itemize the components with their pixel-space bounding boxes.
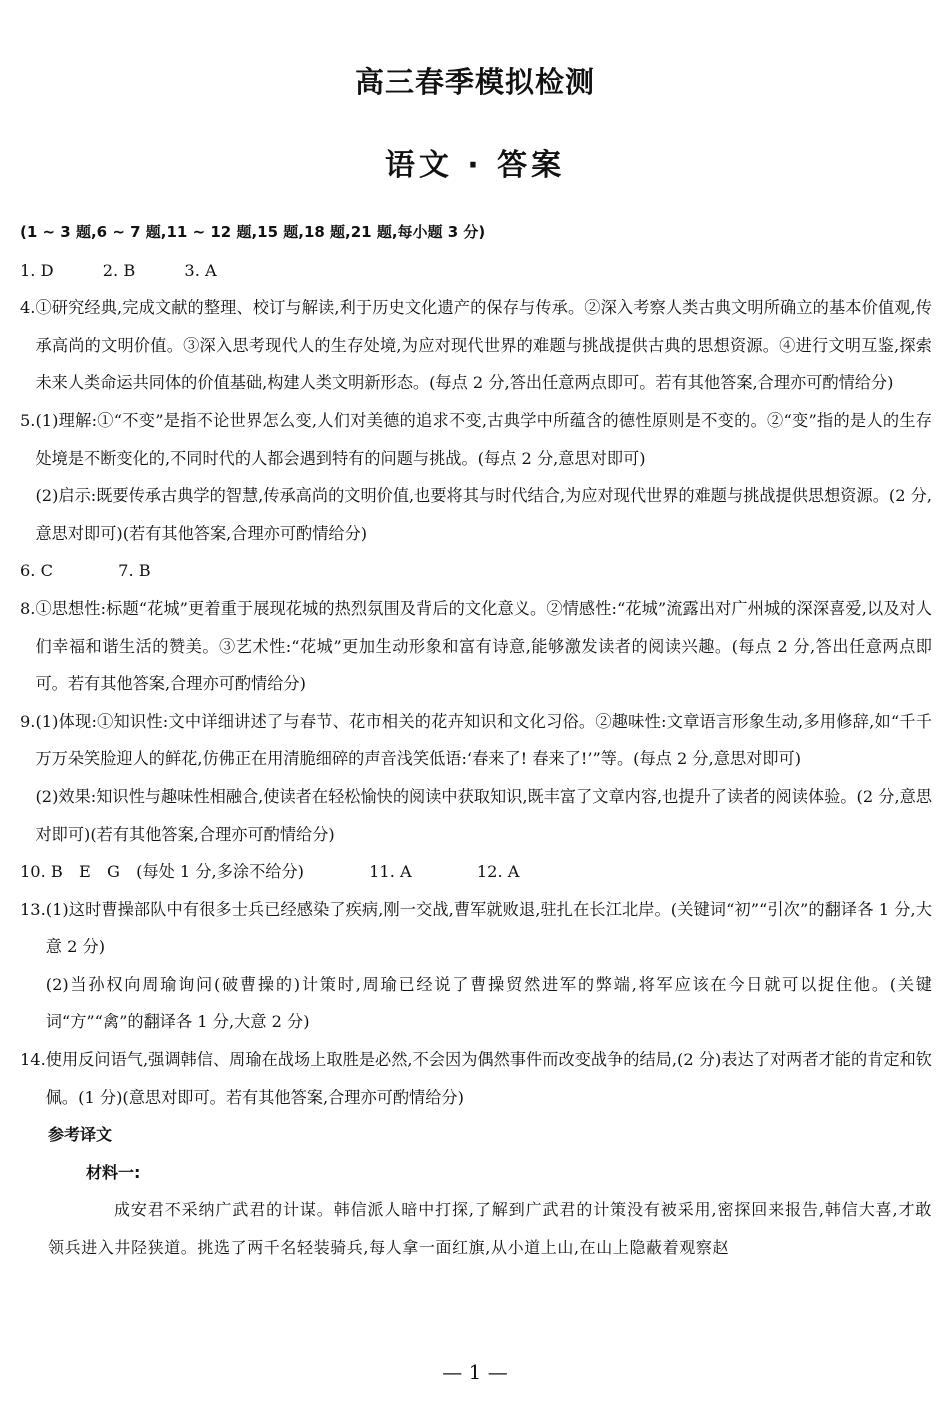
question-answer-text: ①思想性:标题“花城”更着重于展现花城的热烈氛围及背后的文化意义。②情感性:“花城”流露出对广州城的深深喜爱,以及对人们幸福和谐生活的赞美。③艺术性:“花城”更加生动形象和富有诗意,能够激发读者的阅读兴趣。(每点 2 分,答出任意两点即可。若有其他答案,合理亦可酌情给分) [35,598,932,694]
answer-1: 1. D [20,260,54,280]
answer-2: 2. B [102,260,136,280]
question-answer-text: ①研究经典,完成文献的整理、校订与解读,利于历史文化遗产的保存与传承。②深入考察人类古典文明所确立的基本价值观,传承高尚的文明价值。③深入思考现代人的生存处境,为应对现代世界的难题与挑战提供古典的思想资源。④进行文明互鉴,探索未来人类命运共同体的价值基础,构建人类文明新形态。(每点 2 分,答出任意两点即可。若有其他答案,合理亦可酌情给分) [35,298,932,393]
question-number: 14. [20,1050,46,1070]
material-one-heading: 材料一: [86,1162,141,1182]
answer-6: 6. C [20,561,53,581]
question-5 [20,402,932,552]
question-answer-body [46,891,932,1041]
answers-10-12 [20,853,932,891]
answers-6-7 [20,552,932,590]
answer-part-1: (1)体现:①知识性:文中详细讲述了与春节、花市相关的花卉知识和文化习俗。②趣味性:文章语言形象生动,多用修辞,如“千千万万朵笑脸迎人的鲜花,仿佛正在用清脆细碎的声音浅笑低语:‘春来了! 春来了!’”等。(每点 2 分,意思对即可) [35,711,932,769]
question-number: 8. [20,598,36,618]
question-13 [20,891,932,1041]
answer-part-2: (2)当孙权向周瑜询问(破曹操的)计策时,周瑜已经说了曹操贸然进军的弊端,将军应该在今日就可以捉住他。(关键词“方”“禽”的翻译各 1 分,大意 2 分) [45,974,932,1032]
question-number: 13. [20,899,46,919]
scoring-note: (1 ~ 3 题,6 ~ 7 题,11 ~ 12 题,15 题,18 题,21 题,每小题 3 分) [20,223,486,241]
document-title: 高三春季模拟检测 [354,65,595,99]
answer-7: 7. B [118,561,151,581]
answer-part-2: (2)启示:既要传承古典学的智慧,传承高尚的文明价值,也要将其与时代结合,为应对现代世界的难题与挑战提供思想资源。(2 分,意思对即可)(若有其他答案,合理亦可酌情给分) [35,486,932,543]
translation-text: 成安君不采纳广武君的计谋。韩信派人暗中打探,了解到广武君的计策没有被采用,密探回来报告,韩信大喜,才敢领兵进入井陉狭道。挑选了两千名轻装骑兵,每人拿一面红旗,从小道上山,在山上隐蔽着观察赵 [48,1200,932,1258]
question-number: 5. [20,410,36,430]
translation-heading: 参考译文 [48,1125,113,1145]
document-subtitle: 语文 · 答案 [384,148,566,183]
answer-part-1: (1)理解:①“不变”是指不论世界怎么变,人们对美德的追求不变,古典学中所蕴含的德性原则是不变的。②“变”指的是人的生存处境是不断变化的,不同时代的人都会遇到特有的问题与挑战。(每点 2 分,意思对即可) [35,410,932,468]
question-number: 9. [20,711,36,731]
answer-11: 11. A [369,862,412,882]
question-answer-body [35,703,932,853]
answer-12: 12. A [476,862,520,882]
question-9 [20,703,932,853]
question-8 [20,590,932,703]
answers-1-3 [20,252,932,290]
question-14 [20,1041,932,1116]
answer-10: 10. B E G (每处 1 分,多涂不给分) [20,862,304,882]
question-4 [20,289,932,402]
question-answer-body [35,402,932,552]
question-number: 4. [20,298,36,318]
answer-part-1: (1)这时曹操部队中有很多士兵已经感染了疾病,刚一交战,曹军就败退,驻扎在长江北岸。(关键词“初”“引次”的翻译各 1 分,大意 2 分) [45,899,932,957]
answer-3: 3. A [184,260,217,280]
answer-content [20,214,932,1267]
answer-part-2: (2)效果:知识性与趣味性相融合,使读者在轻松愉快的阅读中获取知识,既丰富了文章内容,也提升了读者的阅读体验。(2 分,意思对即可)(若有其他答案,合理亦可酌情给分) [35,786,932,844]
question-answer-text: 使用反问语气,强调韩信、周瑜在战场上取胜是必然,不会因为偶然事件而改变战争的结局,(2 分)表达了对两者才能的肯定和钦佩。(1 分)(意思对即可。若有其他答案,合理亦可酌情给分) [45,1050,932,1107]
page-number: — 1 — [442,1360,508,1384]
